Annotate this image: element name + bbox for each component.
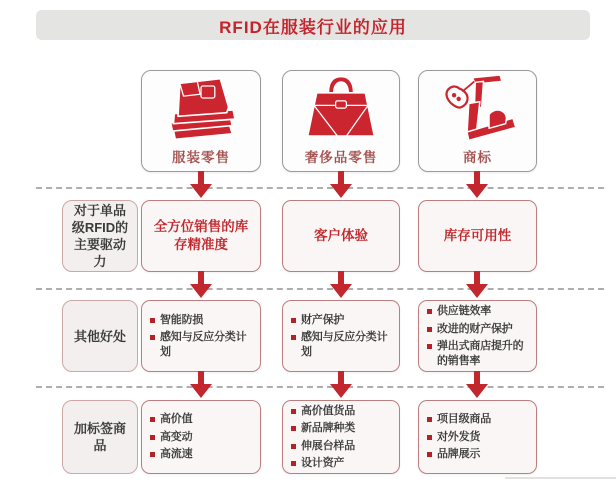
bullet-item xyxy=(150,330,256,359)
row-label-text: 加标签商品 xyxy=(73,421,126,453)
bullet-square-icon xyxy=(291,318,296,323)
bullet-item xyxy=(150,447,256,462)
cell-driver-apparel: 全方位销售的库存精准度 xyxy=(141,200,261,272)
bullet-square-icon xyxy=(291,444,296,449)
row-label-other-benefits xyxy=(62,300,138,372)
bullet-text: 弹出式商店提升的的销售率 xyxy=(437,340,524,367)
row-label-text: 对于单品级RFID的主要驱动力 xyxy=(71,203,129,269)
bullet-square-icon xyxy=(291,409,296,414)
cell-benefits-luxury xyxy=(282,300,400,372)
cell-tagged-apparel xyxy=(141,400,261,474)
down-arrow-icon xyxy=(328,271,354,298)
row-label-drivers xyxy=(62,200,138,272)
bullet-square-icon xyxy=(291,335,296,340)
bullet-item xyxy=(291,330,395,359)
bullet-item xyxy=(427,412,532,427)
clothing-stack-icon xyxy=(155,72,247,146)
bullet-item xyxy=(427,430,532,445)
bullet-text: 品牌展示 xyxy=(437,448,481,461)
bullet-square-icon xyxy=(150,318,155,323)
bullet-square-icon xyxy=(427,435,432,440)
cell-tagged-trademark xyxy=(418,400,537,474)
bullet-text: 对外发货 xyxy=(437,430,481,443)
bullet-text: 项目级商品 xyxy=(437,413,491,426)
bullet-item xyxy=(150,313,256,328)
bullet-item xyxy=(291,439,395,454)
bullet-square-icon xyxy=(291,461,296,466)
down-arrow-icon xyxy=(328,171,354,198)
icon-box-label: 奢侈品零售 xyxy=(304,150,378,165)
down-arrow-icon xyxy=(188,271,214,298)
dashed-divider xyxy=(36,386,604,388)
bullet-text: 高变动 xyxy=(160,430,193,443)
icon-box-luxury-retail xyxy=(282,70,400,172)
cell-driver-luxury: 客户体验 xyxy=(282,200,400,272)
bullet-item xyxy=(427,304,532,319)
high-heel-icon xyxy=(432,72,524,146)
bullet-square-icon xyxy=(427,309,432,314)
bullet-text: 伸展台样品 xyxy=(301,439,355,452)
bullet-square-icon xyxy=(150,335,155,340)
bullet-square-icon xyxy=(427,417,432,422)
bullet-text: 新品牌种类 xyxy=(301,422,355,434)
icon-box-label: 服装零售 xyxy=(172,150,230,165)
title-bar xyxy=(36,10,590,40)
icon-box-label: 商标 xyxy=(463,150,492,165)
cell-benefits-apparel xyxy=(141,300,261,372)
down-arrow-icon xyxy=(464,171,490,198)
bullet-text: 高价值货品 xyxy=(301,404,355,417)
bullet-square-icon xyxy=(427,344,432,349)
down-arrow-icon xyxy=(464,271,490,298)
bullet-square-icon xyxy=(291,426,296,431)
page-title: RFID在服装行业的应用 xyxy=(219,17,407,37)
bullet-square-icon xyxy=(427,327,432,332)
bullet-text: 感知与反应分类计划 xyxy=(160,331,247,358)
row-label-tagged-goods xyxy=(62,400,138,474)
footer-divider xyxy=(505,477,616,479)
bullet-item xyxy=(291,404,395,419)
handbag-icon xyxy=(296,72,386,146)
bullet-item xyxy=(150,430,256,445)
bullet-text: 高流速 xyxy=(160,448,193,461)
icon-box-trademark xyxy=(418,70,537,172)
dashed-divider xyxy=(36,187,604,189)
bullet-item xyxy=(291,313,395,328)
bullet-text: 高价值 xyxy=(160,413,193,426)
down-arrow-icon xyxy=(464,371,490,398)
bullet-square-icon xyxy=(427,452,432,457)
cell-benefits-trademark xyxy=(418,300,537,372)
bullet-text: 设计资产 xyxy=(301,457,345,469)
bullet-square-icon xyxy=(150,452,155,457)
cell-tagged-luxury xyxy=(282,400,400,474)
bullet-item xyxy=(291,456,395,471)
bullet-item xyxy=(291,421,395,436)
bullet-text: 供应链效率 xyxy=(437,305,491,317)
row-label-text: 其他好处 xyxy=(73,328,126,344)
bullet-text: 改进的财产保护 xyxy=(437,322,513,335)
bullet-square-icon xyxy=(150,417,155,422)
bullet-text: 感知与反应分类计划 xyxy=(301,331,388,358)
bullet-item xyxy=(150,412,256,427)
down-arrow-icon xyxy=(188,171,214,198)
bullet-item xyxy=(427,447,532,462)
bullet-item xyxy=(427,339,532,368)
down-arrow-icon xyxy=(188,371,214,398)
bullet-square-icon xyxy=(150,435,155,440)
bullet-text: 智能防损 xyxy=(160,313,204,326)
icon-box-apparel-retail xyxy=(141,70,261,172)
bullet-item xyxy=(427,322,532,337)
down-arrow-icon xyxy=(328,371,354,398)
bullet-text: 财产保护 xyxy=(301,313,345,326)
dashed-divider xyxy=(36,288,604,290)
cell-driver-trademark: 库存可用性 xyxy=(418,200,537,272)
